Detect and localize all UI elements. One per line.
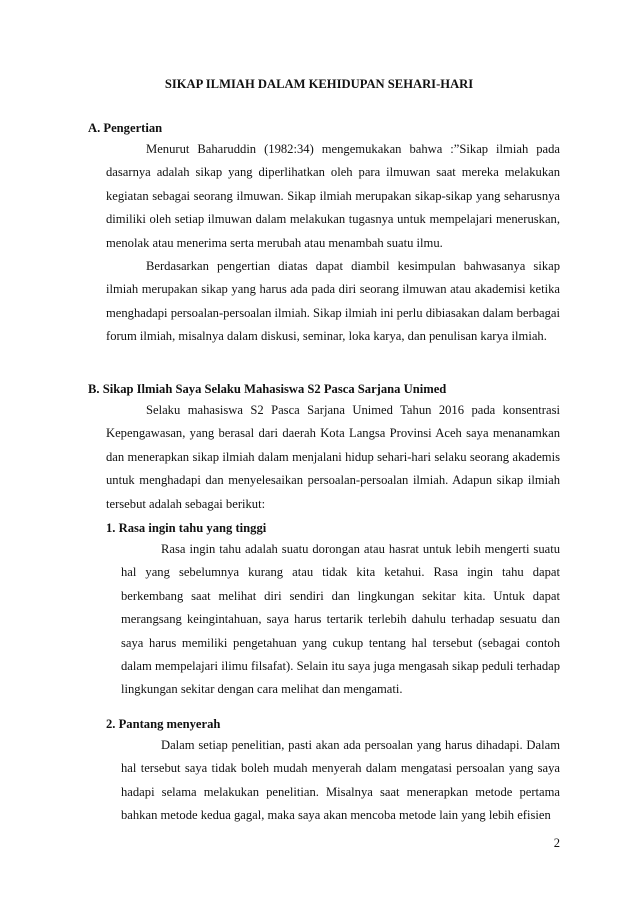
paragraph-rasa-ingin-tahu: Rasa ingin tahu adalah suatu dorongan atau hasrat untuk lebih mengerti suatu hal yang sebelumnya kurang atau tidak kita ketahui. Rasa ingin tahu dapat berkembang saat melihat diri sendiri dan lingkungan sekitar kita. Untuk dapat merangsang keingintahuan, saya harus tertarik terlebih dahulu terhadap sesuatu dan saya harus memiliki pengetahuan yang cukup tentang hal tersebut (sebagai contoh dalam mempelajari ilimu filsafat). Selain itu saya juga mengasah sikap peduli terhadap lingkungan sekitar dengan cara melihat dan mengamati. <box>121 542 560 697</box>
section-heading-pengertian: A. Pengertian <box>88 121 163 135</box>
paragraph-pengertian-2: Berdasarkan pengertian diatas dapat diambil kesimpulan bahwasanya sikap ilmiah merupakan sikap yang harus ada pada diri seorang ilmuwan atau akademisi ketika menghadapi persoalan-persoalan ilmiah. Sikap ilmiah ini perlu dibiasakan dalam berbagai forum ilmiah, misalnya dalam diskusi, seminar, loka karya, dan penulisan karya ilmiah. <box>106 259 560 344</box>
section-heading-sikap-ilmiah: B. Sikap Ilmiah Saya Selaku Mahasiswa S2 Pasca Sarjana Unimed <box>88 382 447 396</box>
paragraph-pengertian-1: Menurut Baharuddin (1982:34) mengemukakan bahwa :”Sikap ilmiah pada dasarnya adalah sikap yang diperlihatkan oleh para ilmuwan saat mereka melakukan kegiatan sebagai seorang ilmuwan. Sikap ilmiah merupakan sikap-sikap yang seharusnya dimiliki oleh setiap ilmuwan dalam melakukan tugasnya untuk mempelajari meneruskan, menolak atau menerima serta merubah atau menambah suatu ilmu. <box>106 142 560 250</box>
document-title: SIKAP ILMIAH DALAM KEHIDUPAN SEHARI-HARI <box>164 77 474 91</box>
list-item-heading-rasa-ingin-tahu: 1. Rasa ingin tahu yang tinggi <box>106 521 267 535</box>
paragraph-pantang-menyerah: Dalam setiap penelitian, pasti akan ada persoalan yang harus dihadapi. Dalam hal tersebut saya tidak boleh mudah menyerah dalam mengatasi persoalan yang saya hadapi selama melakukan penelitian. Misalnya saat menerapkan metode pertama bahkan metode kedua gagal, maka saya akan mencoba metode lain yang lebih efisien <box>121 738 560 823</box>
list-item-heading-pantang-menyerah: 2. Pantang menyerah <box>106 717 221 731</box>
page-number: 2 <box>553 836 560 850</box>
paragraph-sikap-ilmiah-intro: Selaku mahasiswa S2 Pasca Sarjana Unimed Tahun 2016 pada konsentrasi Kepengawasan, yang berasal dari daerah Kota Langsa Provinsi Aceh saya menanamkan dan menerapkan sikap ilmiah dalam menjalani hidup sehari-hari selaku seorang akademis untuk menghadapi dan menyelesaikan persoalan-persoalan ilmiah. Adapun sikap ilmiah tersebut adalah sebagai berikut: <box>106 403 560 511</box>
